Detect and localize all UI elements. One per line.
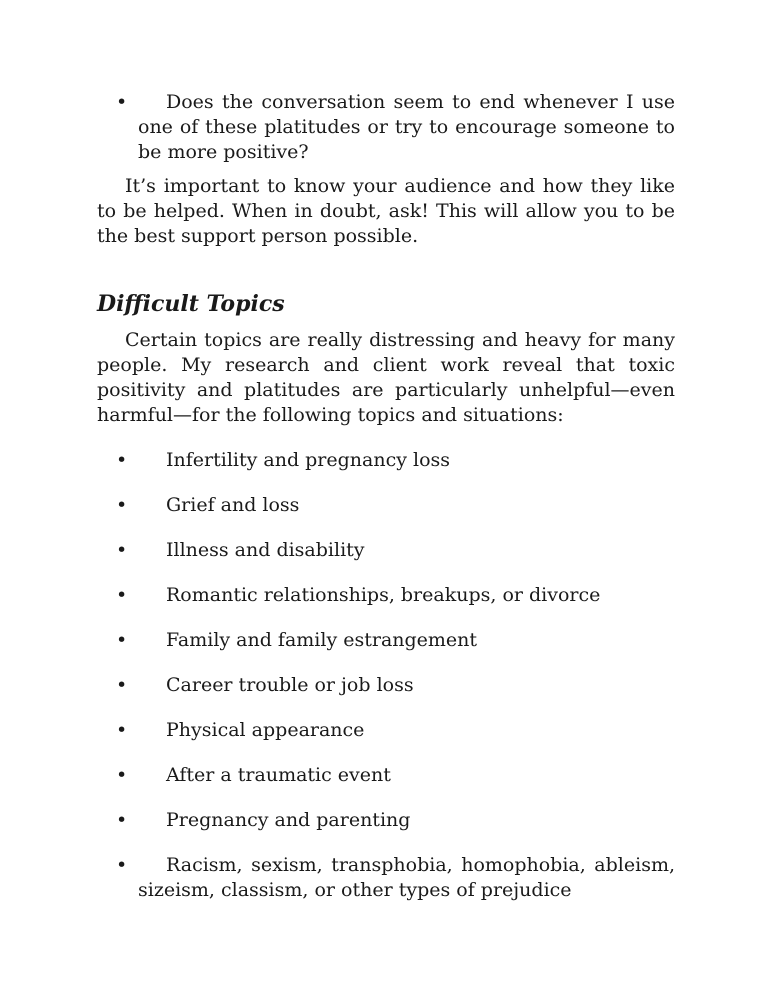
list-item-text: After a traumatic event [166,764,391,786]
list-item-text: Romantic relationships, breakups, or divorce [166,584,601,606]
bullet-marker: • [116,539,128,561]
bullet-marker: • [116,584,128,606]
bullet-marker: • [116,91,128,113]
list-item-text: Racism, sexism, transphobia, homophobia, ableism, sizeism, classism, or other types of prejudice [138,854,675,901]
list-item-text: Family and family estrangement [166,629,478,651]
list-item [97,628,675,653]
bullet-marker: • [116,719,128,741]
intro-bullet-item [97,90,675,165]
bullet-marker: • [116,449,128,471]
bullet-marker: • [116,629,128,651]
bullet-marker: • [116,809,128,831]
body-paragraph: It’s important to know your audience and how they like to be helped. When in doubt, ask! This will allow you to be the best support person possible. [97,175,675,247]
bullet-marker: • [116,854,128,876]
list-item-text: Pregnancy and parenting [166,809,411,831]
bullet-marker: • [116,674,128,696]
list-item-text: Career trouble or job loss [166,674,414,696]
list-item-text: Grief and loss [166,494,300,516]
list-item-text: Illness and disability [166,539,365,561]
topic-list [97,448,675,903]
list-item-text: Infertility and pregnancy loss [166,449,451,471]
bullet-marker: • [116,494,128,516]
list-item [97,718,675,743]
section-intro-paragraph: Certain topics are really distressing and heavy for many people. My research and client work reveal that toxic positivity and platitudes are particularly unhelpful—even harmful—for the following topics and situations: [97,329,675,426]
list-item [97,763,675,788]
section-heading: Difficult Topics [97,291,285,317]
list-item [97,673,675,698]
list-item [97,538,675,563]
list-item [97,448,675,473]
page-content [97,90,675,923]
list-item-text: Physical appearance [166,719,365,741]
bullet-text: Does the conversation seem to end whenever I use one of these platitudes or try to encourage someone to be more positive? [138,91,675,163]
bullet-marker: • [116,764,128,786]
list-item [97,853,675,903]
list-item [97,493,675,518]
list-item [97,583,675,608]
list-item [97,808,675,833]
